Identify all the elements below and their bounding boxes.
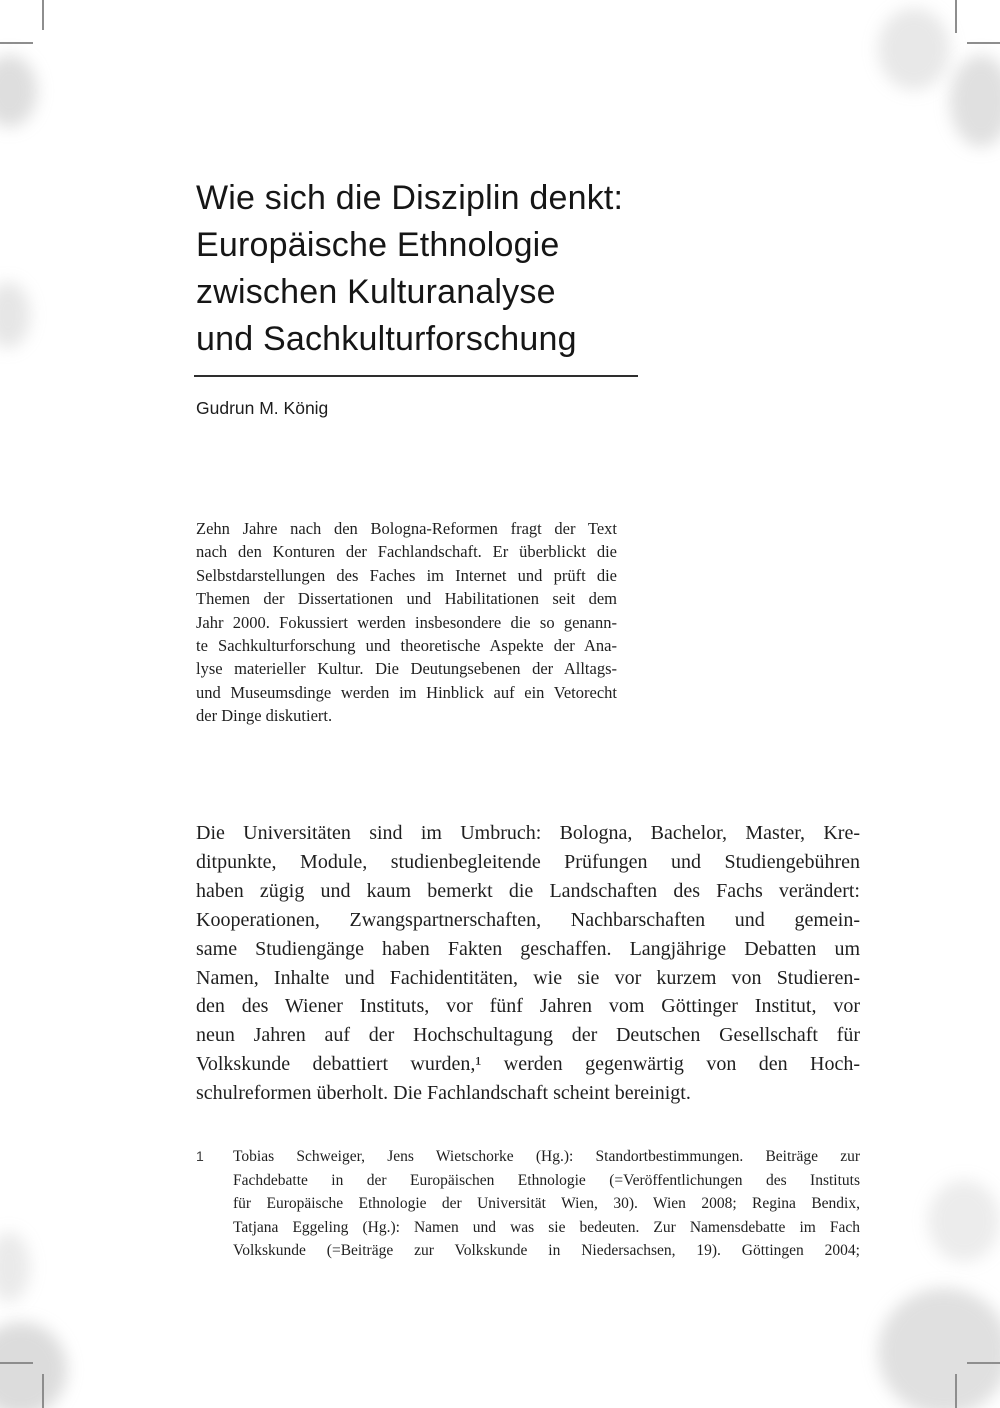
- text-line: neun Jahren auf der Hochschultagung der Deutschen Gesellschaft für: [196, 1024, 860, 1047]
- scan-smudge: [0, 282, 30, 348]
- crop-mark-top-left-horizontal: [0, 42, 33, 44]
- scan-smudge: [0, 1322, 67, 1408]
- text-line: Volkskunde (=Beiträge zur Volkskunde in Niedersachsen, 19). Göttingen 2004;: [233, 1242, 860, 1259]
- text-line: nach den Konturen der Fachlandschaft. Er überblickt die: [196, 542, 617, 562]
- crop-mark-bottom-left-vertical: [42, 1374, 44, 1408]
- crop-mark-bottom-left-horizontal: [0, 1362, 33, 1364]
- article-title: [196, 175, 816, 363]
- text-line: Namen, Inhalte und Fachidentitäten, wie sie vor kurzem von Studieren-: [196, 966, 860, 989]
- scan-smudge: [950, 55, 1000, 147]
- text-line: Wie sich die Disziplin denkt:: [196, 179, 624, 217]
- text-line: für Europäische Ethnologie der Universität Wien, 30). Wien 2008; Regina Bendix,: [233, 1195, 860, 1212]
- text-line: und Sachkulturforschung: [196, 320, 577, 358]
- text-line: Selbstdarstellungen des Faches im Internet und prüft die: [196, 565, 617, 585]
- crop-mark-bottom-right-vertical: [955, 1374, 957, 1408]
- crop-mark-top-right-horizontal: [967, 42, 1000, 44]
- author-name: Gudrun M. König: [196, 398, 329, 418]
- text-line: schulreformen überholt. Die Fachlandschaft scheint bereinigt.: [196, 1082, 691, 1105]
- text-line: ditpunkte, Module, studienbegleitende Prüfungen und Studiengebühren: [196, 850, 860, 873]
- text-line: der Dinge diskutiert.: [196, 706, 333, 726]
- scan-smudge: [878, 8, 950, 90]
- crop-mark-top-left-vertical: [42, 0, 44, 30]
- text-line: und Museumsdinge werden im Hinblick auf ein Vetorecht: [196, 682, 617, 702]
- footnote-text: [233, 1145, 860, 1263]
- text-line: Kooperationen, Zwangspartnerschaften, Nachbarschaften und gemein-: [196, 908, 860, 931]
- crop-mark-bottom-right-horizontal: [967, 1362, 1000, 1364]
- abstract-paragraph: [196, 517, 617, 728]
- text-line: Tobias Schweiger, Jens Wietschorke (Hg.): Standortbestimmungen. Beiträge zur: [233, 1148, 860, 1165]
- text-line: te Sachkulturforschung und theoretische Aspekte der Ana-: [196, 636, 617, 656]
- scan-smudge: [0, 1232, 30, 1302]
- crop-mark-top-right-vertical: [955, 0, 957, 33]
- text-line: Tatjana Eggeling (Hg.): Namen und was sie bedeuten. Zur Namensdebatte im Fach: [233, 1218, 860, 1236]
- text-line: Themen der Dissertationen und Habilitationen seit dem: [196, 589, 617, 609]
- text-line: zwischen Kulturanalyse: [196, 273, 556, 311]
- text-line: Jahr 2000. Fokussiert werden insbesondere die so genann-: [196, 612, 617, 632]
- text-line: Volkskunde debattiert wurden,¹ werden gegenwärtig von den Hoch-: [196, 1053, 860, 1076]
- footnote-number: 1: [196, 1148, 204, 1164]
- title-divider-rule: [194, 375, 638, 377]
- text-line: Die Universitäten sind im Umbruch: Bologna, Bachelor, Master, Kre-: [196, 822, 860, 844]
- text-line: same Studiengänge haben Fakten geschaffen. Langjährige Debatten um: [196, 937, 860, 960]
- text-line: haben zügig und kaum bemerkt die Landschaften des Fachs verändert:: [196, 879, 860, 902]
- text-line: den des Wiener Instituts, vor fünf Jahren vom Göttinger Institut, vor: [196, 995, 860, 1018]
- scan-smudge: [928, 1180, 1000, 1262]
- scan-smudge: [878, 1288, 1000, 1408]
- text-line: Fachdebatte in der Europäischen Ethnologie (=Veröffentlichungen des Instituts: [233, 1171, 860, 1189]
- text-line: Zehn Jahre nach den Bologna-Reformen fragt der Text: [196, 519, 617, 538]
- text-line: Europäische Ethnologie: [196, 226, 560, 264]
- scan-smudge: [0, 55, 37, 127]
- text-line: lyse materieller Kultur. Die Deutungsebenen der Alltags-: [196, 659, 617, 679]
- body-paragraph: [196, 819, 860, 1108]
